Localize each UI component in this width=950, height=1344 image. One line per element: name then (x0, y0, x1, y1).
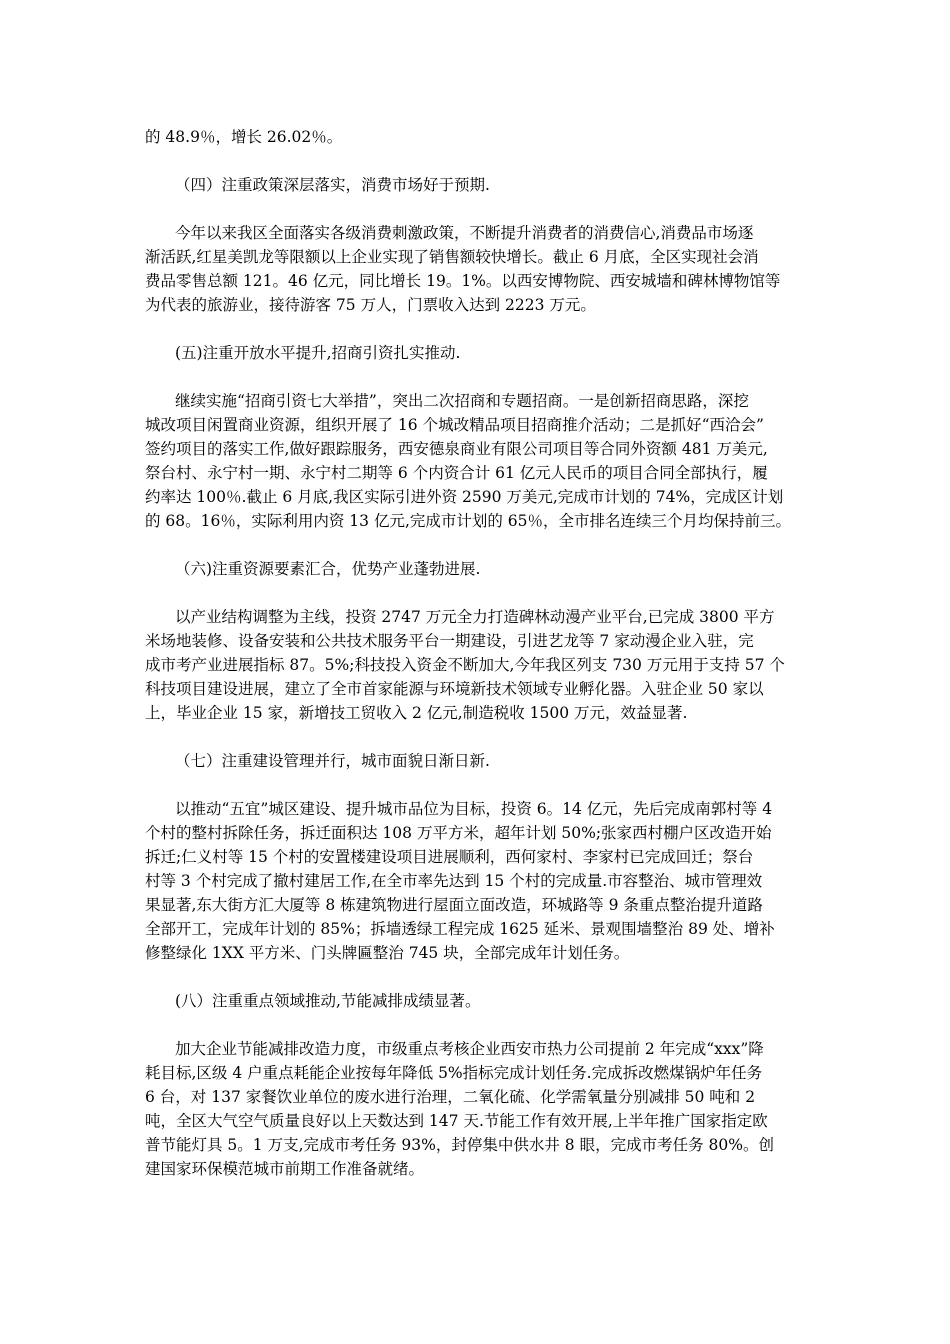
text-line: 渐活跃,红星美凯龙等限额以上企业实现了销售额较快增长。截止 6 月底，全区实现社会消 (145, 248, 759, 266)
text-line: 费品零售总额 121。46 亿元，同比增长 19。1%。以西安博物院、西安城墙和碑林博物馆等 (145, 272, 781, 290)
text-line: 修整绿化 1XX 平方米、门头牌匾整治 745 块，全部完成年计划任务。 (145, 944, 630, 962)
text-line: 祭台村、永宁村一期、永宁村二期等 6 个内资合计 61 亿元人民币的项目合同全部执行，履 (145, 464, 768, 482)
section-heading-5: (五)注重开放水平提升,招商引资扎实推动. (175, 344, 461, 362)
text-line: 拆迁;仁义村等 15 个村的安置楼建设项目进展顺利，西何家村、李家村已完成回迁；祭台 (145, 848, 754, 866)
text-line: 为代表的旅游业，接待游客 75 万人，门票收入达到 2223 万元。 (145, 296, 596, 314)
text-line: 签约项目的落实工作,做好跟踪服务，西安德泉商业有限公司项目等合同外资额 481 万美元, (145, 440, 768, 458)
text-line: 上，毕业企业 15 家，新增技工贸收入 2 亿元,制造税收 1500 万元，效益显著. (145, 704, 688, 722)
text-line: 村等 3 个村完成了撤村建居工作,在全市率先达到 15 个村的完成量.市容整治、城市管理效 (145, 872, 763, 890)
text-line: 建国家环保模范城市前期工作准备就绪。 (145, 1160, 425, 1178)
text-line: 以推动“五宜”城区建设、提升城市品位为目标，投资 6。14 亿元，先后完成南郭村等 4 (175, 800, 773, 818)
section-heading-7: （七）注重建设管理并行，城市面貌日渐日新. (175, 752, 490, 770)
text-line: 科技项目建设进展，建立了全市首家能源与环境新技术领域专业孵化器。入驻企业 50 家以 (145, 680, 764, 698)
text-line: 果显著,东大街方汇大厦等 8 栋建筑物进行屋面立面改造，环城路等 9 条重点整治提升道路 (145, 896, 763, 914)
paragraph-construction (145, 797, 810, 965)
section-heading-4: （四）注重政策深层落实，消费市场好于预期. (175, 176, 490, 194)
text-line: 的 48.9％，增长 26.02％。 (145, 128, 343, 146)
section-heading-6: （六)注重资源要素汇合，优势产业蓬勃进展. (175, 560, 481, 578)
paragraph-continuation (145, 125, 810, 149)
text-line: 普节能灯具 5。1 万支,完成市考任务 93%，封停集中供水井 8 眼，完成市考任务 80%。创 (145, 1136, 774, 1154)
paragraph-consumption (145, 221, 810, 317)
section-heading-8: (八）注重重点领域推动,节能减排成绩显著。 (175, 992, 481, 1010)
text-line: 米场地装修、设备安装和公共技术服务平台一期建设，引进艺龙等 7 家动漫企业入驻，完 (145, 632, 754, 650)
text-line: 6 台，对 137 家餐饮业单位的废水进行治理，二氧化硫、化学需氧量分别减排 50 吨和 2 (145, 1088, 756, 1106)
text-line: 耗目标,区级 4 户重点耗能企业按每年降低 5%指标完成计划任务.完成拆改燃煤锅炉年任务 (145, 1064, 763, 1082)
paragraph-investment (145, 389, 810, 533)
text-line: 城改项目闲置商业资源，组织开展了 16 个城改精品项目招商推介活动；二是抓好“西洽会” (145, 416, 764, 434)
text-line: 约率达 100％.截止 6 月底,我区实际引进外资 2590 万美元,完成市计划的 74%，完成区计划 (145, 488, 784, 506)
text-line: 吨，全区大气空气质量良好以上天数达到 147 天.节能工作有效开展,上半年推广国家指定欧 (145, 1112, 768, 1130)
paragraph-industry (145, 605, 810, 725)
text-line: 成市考产业进展指标 87。5%;科技投入资金不断加大,今年我区列支 730 万元用于支持 57 个 (145, 656, 785, 674)
text-line: 继续实施“招商引资七大举措”，突出二次招商和专题招商。一是创新招商思路，深挖 (175, 392, 749, 410)
text-line: 加大企业节能减排改造力度，市级重点考核企业西安市热力公司提前 2 年完成“xxx”降 (175, 1040, 764, 1058)
text-line: 全部开工，完成年计划的 85%；拆墙透绿工程完成 1625 延米、景观围墙整治 89 处、增补 (145, 920, 775, 938)
text-line: 今年以来我区全面落实各级消费刺激政策，不断提升消费者的消费信心,消费品市场逐 (175, 224, 754, 242)
text-line: 个村的整村拆除任务，拆迁面积达 108 万平方米，超年计划 50%;张家西村棚户区改造开始 (145, 824, 772, 842)
text-line: 的 68。16％，实际利用内资 13 亿元,完成市计划的 65％，全市排名连续三个月均保持前三。 (145, 512, 792, 530)
text-line: 以产业结构调整为主线，投资 2747 万元全力打造碑林动漫产业平台,已完成 3800 平方 (175, 608, 775, 626)
paragraph-energy (145, 1037, 810, 1181)
